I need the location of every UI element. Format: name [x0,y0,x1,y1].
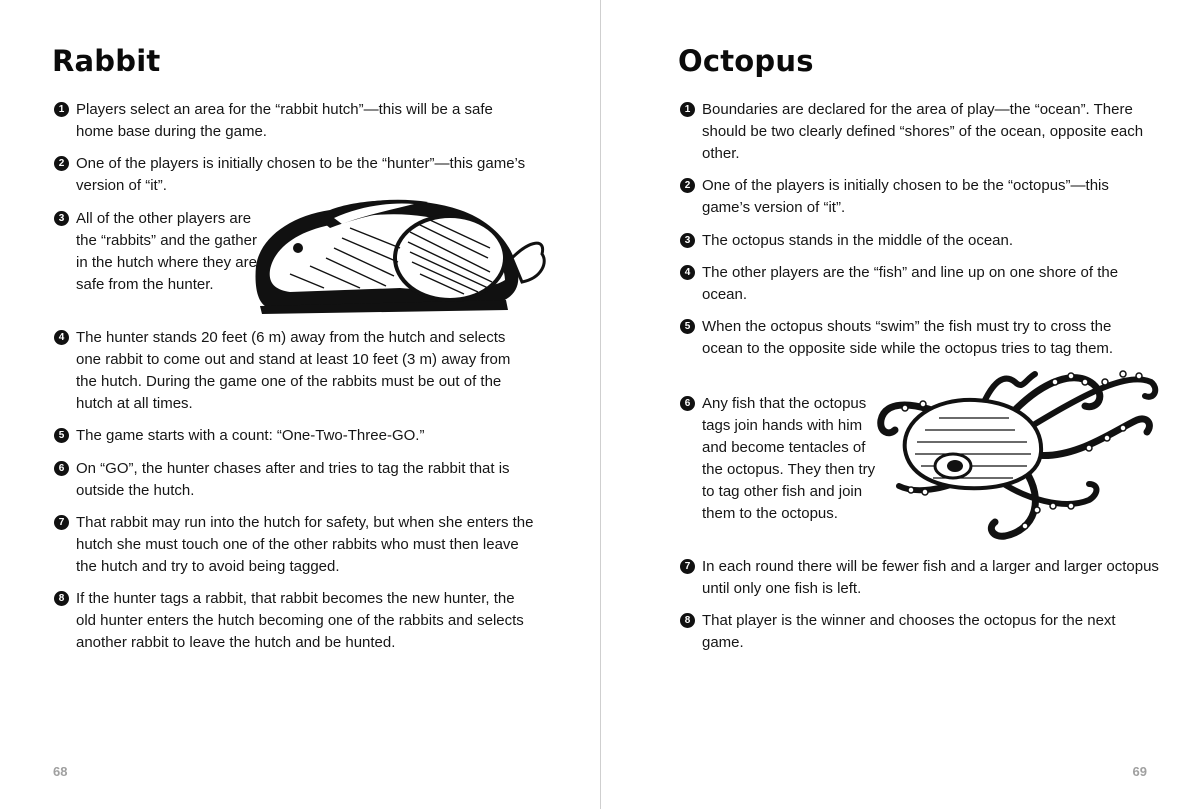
page-title-rabbit: Rabbit [52,44,161,78]
step-number-badge: 6 [680,396,695,411]
rabbit-step-3 [54,208,259,296]
step-text: If the hunter tags a rabbit, that rabbit becomes the new hunter, the old hunter enters the hutch becoming one of the rabbits and selects another rabbit to leave the hutch and be hunted. [76,590,524,651]
octopus-step-6 [680,393,885,525]
step-text: One of the players is initially chosen to be the “hunter”—this game’s version of “it”. [76,155,526,194]
step-number-badge: 2 [54,156,69,171]
step-number-badge: 4 [54,330,69,345]
step-number-badge: 8 [54,591,69,606]
step-text: On “GO”, the hunter chases after and tries to tag the rabbit that is outside the hutch. [76,460,510,499]
step-text: The hunter stands 20 feet (6 m) away from the hutch and selects one rabbit to come out and stand at least 10 feet (3 m) away from the hutch. During the game one of the rabbits must be out of the hutch at all times. [76,329,511,412]
step-text: The octopus stands in the middle of the ocean. [702,232,1014,249]
step-text: The game starts with a count: “One-Two-Three-GO.” [76,427,425,444]
page-number: 68 [53,764,68,779]
step-text: That player is the winner and chooses the octopus for the next game. [702,612,1116,651]
octopus-step-3 [680,230,1160,252]
step-number-badge: 5 [54,428,69,443]
octopus-step-5 [680,316,1150,360]
page-right [600,0,1200,809]
page-number: 69 [1132,764,1147,779]
step-text: Players select an area for the “rabbit hutch”—this will be a safe home base during the game. [76,101,493,140]
step-number-badge: 7 [680,559,695,574]
rabbit-step-1 [54,99,534,143]
step-number-badge: 6 [54,461,69,476]
step-text: That rabbit may run into the hutch for safety, but when she enters the hutch she must touch one of the other rabbits who must then leave the hutch and try to avoid being tagged. [76,514,534,575]
rabbit-step-8 [54,588,534,654]
rabbit-step-5 [54,425,534,447]
step-text: In each round there will be fewer fish and a larger and larger octopus until only one fish is left. [702,558,1159,597]
step-number-badge: 3 [54,211,69,226]
step-text: Boundaries are declared for the area of play—the “ocean”. There should be two clearly defined “shores” of the ocean, opposite each other. [702,101,1144,162]
step-number-badge: 3 [680,233,695,248]
step-text: All of the other players are the “rabbits” and the gather in the hutch where they are safe from the hunter. [76,210,257,293]
rabbit-step-6 [54,458,534,502]
page-title-octopus: Octopus [678,44,814,78]
octopus-step-2 [680,175,1160,219]
step-text: The other players are the “fish” and line up on one shore of the ocean. [702,264,1119,303]
rabbit-illustration-icon [250,188,550,316]
step-text: When the octopus shouts “swim” the fish must try to cross the ocean to the opposite side while the octopus tries to tag them. [702,318,1114,357]
step-text: One of the players is initially chosen to be the “octopus”—this game’s version of “it”. [702,177,1109,216]
step-number-badge: 2 [680,178,695,193]
step-number-badge: 7 [54,515,69,530]
step-number-badge: 8 [680,613,695,628]
rabbit-step-7 [54,512,534,578]
octopus-step-8 [680,610,1160,654]
octopus-step-4 [680,262,1160,306]
step-number-badge: 5 [680,319,695,334]
octopus-step-7 [680,556,1160,600]
rabbit-step-4 [54,327,529,415]
octopus-illustration-icon [875,360,1160,540]
step-number-badge: 1 [54,102,69,117]
step-number-badge: 1 [680,102,695,117]
step-text: Any fish that the octopus tags join hands with him and become tentacles of the octopus. They then try to tag other fish and join them to the octopus. [702,395,876,522]
octopus-step-1 [680,99,1160,165]
step-number-badge: 4 [680,265,695,280]
